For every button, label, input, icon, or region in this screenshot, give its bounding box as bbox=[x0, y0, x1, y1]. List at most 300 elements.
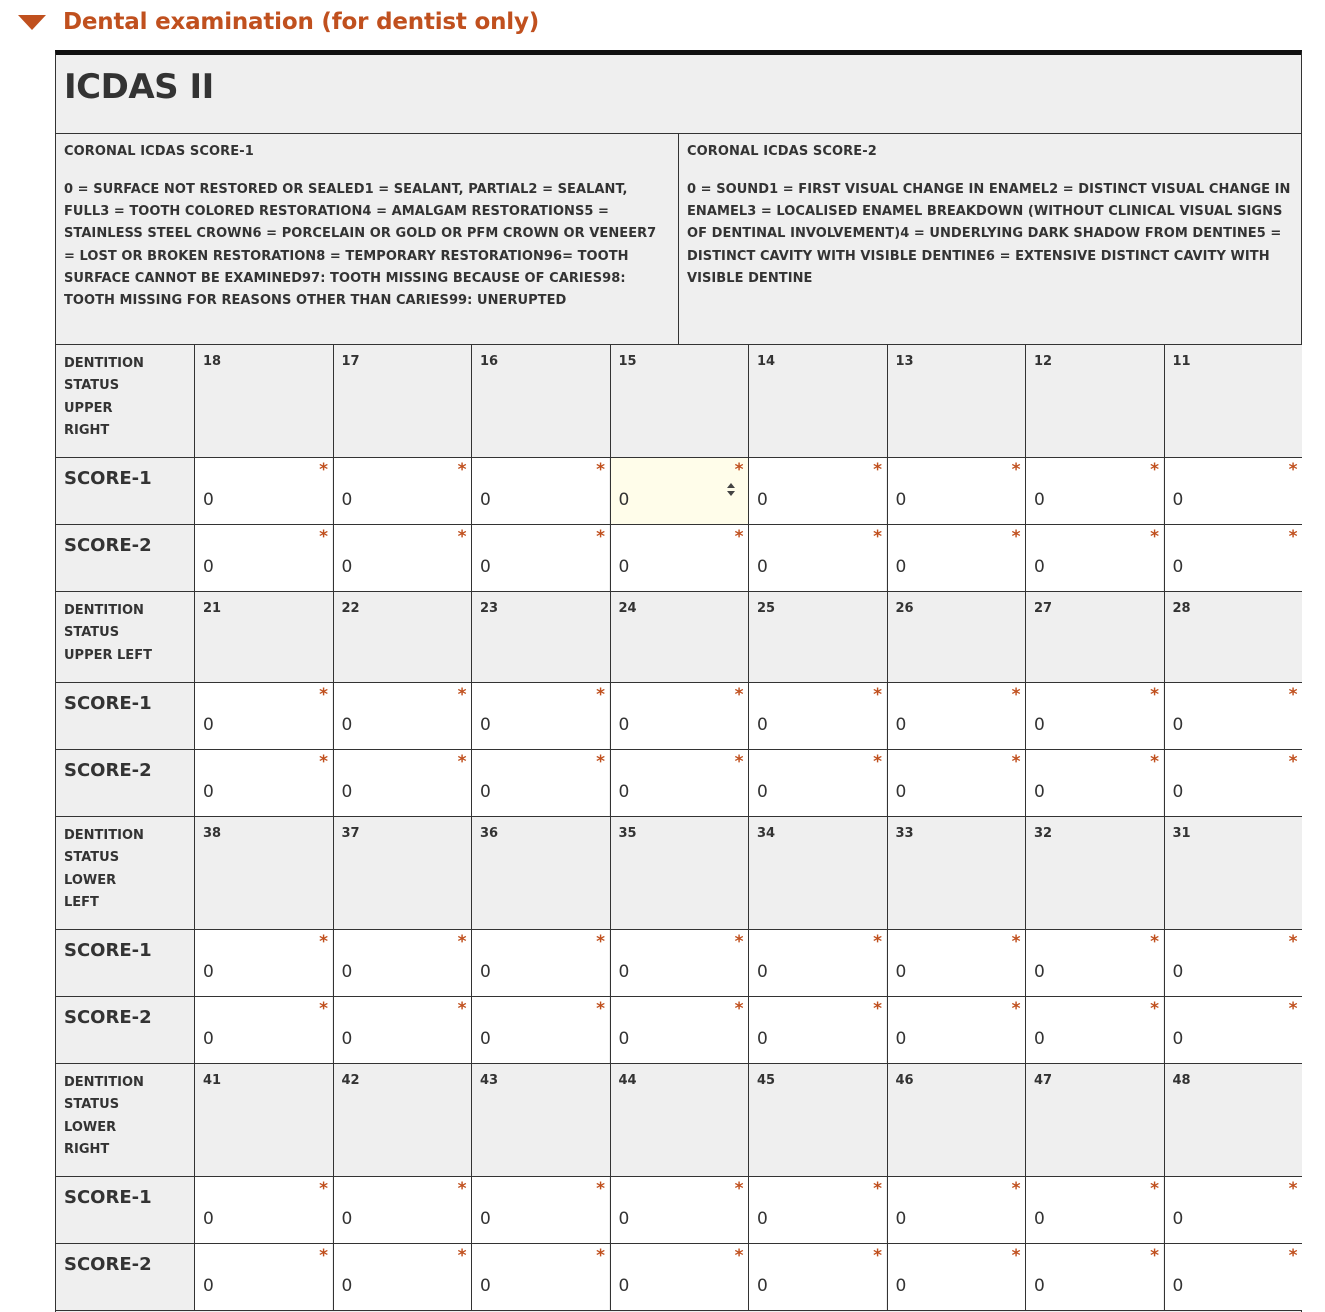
score-cell bbox=[748, 1244, 886, 1310]
score-cell bbox=[194, 683, 332, 749]
tooth-number: 41 bbox=[203, 1073, 222, 1088]
score-1-input[interactable] bbox=[749, 1177, 886, 1243]
quadrant-label-line: RIGHT bbox=[64, 1141, 110, 1157]
score-cell bbox=[748, 997, 886, 1063]
required-star: * bbox=[873, 685, 882, 705]
dentition-grid bbox=[56, 345, 1302, 1311]
score-cell bbox=[610, 458, 748, 524]
score-1-input[interactable] bbox=[334, 683, 471, 749]
required-star: * bbox=[1150, 932, 1159, 952]
required-star: * bbox=[1288, 932, 1298, 952]
score-cell bbox=[1025, 458, 1163, 524]
required-star: * bbox=[734, 1179, 744, 1199]
quadrant-label-line: STATUS bbox=[64, 1097, 120, 1113]
required-star: * bbox=[1150, 752, 1159, 772]
quadrant-label bbox=[64, 600, 184, 667]
score-1-input[interactable] bbox=[334, 930, 471, 996]
score-cell bbox=[471, 997, 609, 1063]
tooth-header-cell bbox=[1025, 817, 1163, 929]
score-1-input[interactable] bbox=[888, 683, 1025, 749]
score-1-input[interactable] bbox=[749, 683, 886, 749]
score-2-row bbox=[56, 997, 1302, 1064]
score-1-input[interactable] bbox=[1026, 1177, 1163, 1243]
quadrant-label-line: DENTITION bbox=[64, 603, 144, 618]
required-star: * bbox=[734, 752, 744, 772]
tooth-header-cell bbox=[471, 817, 609, 929]
tooth-header-cell bbox=[1164, 345, 1302, 457]
quadrant-label-line: DENTITION bbox=[64, 828, 144, 843]
required-star: * bbox=[596, 999, 605, 1019]
score-1-input[interactable] bbox=[749, 930, 886, 996]
quadrant-header-row bbox=[56, 592, 1302, 683]
score-cell bbox=[194, 458, 332, 524]
score-2-input[interactable] bbox=[888, 525, 1025, 591]
score-cell bbox=[194, 930, 332, 996]
tooth-header-cell bbox=[748, 817, 886, 929]
score-cell bbox=[1164, 683, 1302, 749]
score-2-input[interactable] bbox=[334, 750, 471, 816]
quadrant-label-line: STATUS bbox=[64, 850, 120, 866]
tooth-header-cell bbox=[610, 817, 748, 929]
required-star: * bbox=[457, 1246, 467, 1266]
section-title[interactable]: Dental examination (for dentist only) bbox=[63, 9, 540, 35]
required-star: * bbox=[319, 932, 328, 952]
score-2-input[interactable] bbox=[1026, 1244, 1163, 1310]
score-cell bbox=[1025, 750, 1163, 816]
score-1-input[interactable] bbox=[1165, 458, 1302, 524]
required-star: * bbox=[1288, 685, 1298, 705]
quadrant-label-line: DENTITION bbox=[64, 356, 144, 371]
required-star: * bbox=[596, 1179, 605, 1199]
required-star: * bbox=[319, 1246, 328, 1266]
score-2-input[interactable] bbox=[472, 750, 609, 816]
required-star: * bbox=[1011, 1246, 1021, 1266]
legend-score-1-title: CORONAL ICDAS SCORE-1 bbox=[64, 144, 254, 159]
score-cell bbox=[887, 458, 1025, 524]
required-star: * bbox=[1288, 527, 1298, 547]
tooth-header-cell bbox=[1164, 817, 1302, 929]
tooth-header-cell bbox=[333, 345, 471, 457]
score-1-input[interactable] bbox=[195, 930, 332, 996]
score-cell bbox=[748, 930, 886, 996]
score-2-input[interactable] bbox=[195, 997, 332, 1063]
score-label: SCORE-2 bbox=[64, 1007, 152, 1028]
tooth-header-cell bbox=[748, 592, 886, 682]
score-cell bbox=[333, 930, 471, 996]
tooth-header-cell bbox=[333, 1064, 471, 1176]
score-2-input[interactable] bbox=[195, 1244, 332, 1310]
score-label: SCORE-2 bbox=[64, 535, 152, 556]
score-cell bbox=[333, 750, 471, 816]
score-cell bbox=[471, 930, 609, 996]
spinner-icon[interactable] bbox=[724, 478, 738, 500]
score-cell bbox=[333, 683, 471, 749]
score-1-row bbox=[56, 930, 1302, 997]
tooth-header-cell bbox=[471, 1064, 609, 1176]
required-star: * bbox=[1011, 932, 1021, 952]
tooth-number: 23 bbox=[480, 601, 499, 616]
section-header[interactable] bbox=[0, 0, 1325, 50]
score-cell bbox=[194, 1244, 332, 1310]
tooth-number: 44 bbox=[618, 1073, 637, 1088]
tooth-number: 14 bbox=[757, 354, 776, 369]
score-cell bbox=[333, 458, 471, 524]
score-1-input[interactable] bbox=[888, 1177, 1025, 1243]
score-cell bbox=[471, 750, 609, 816]
quadrant-label-line: LOWER bbox=[64, 1119, 117, 1135]
score-cell bbox=[748, 683, 886, 749]
tooth-number: 25 bbox=[757, 601, 776, 616]
required-star: * bbox=[596, 1246, 605, 1266]
quadrant-header-row bbox=[56, 1064, 1302, 1177]
score-cell bbox=[1025, 525, 1163, 591]
score-cell bbox=[748, 1177, 886, 1243]
score-1-input[interactable] bbox=[1026, 683, 1163, 749]
required-star: * bbox=[1011, 685, 1021, 705]
score-1-input[interactable] bbox=[611, 683, 748, 749]
score-1-input[interactable] bbox=[472, 1177, 609, 1243]
quadrant-label-line: UPPER LEFT bbox=[64, 647, 152, 663]
tooth-number: 11 bbox=[1172, 354, 1191, 369]
tooth-header-cell bbox=[887, 817, 1025, 929]
score-cell bbox=[333, 525, 471, 591]
score-cell bbox=[887, 525, 1025, 591]
tooth-number: 37 bbox=[341, 826, 360, 841]
tooth-number: 22 bbox=[341, 601, 360, 616]
required-star: * bbox=[873, 527, 882, 547]
legend-score-2-text: 0 = SOUND1 = FIRST VISUAL CHANGE IN ENAMEL2 = DISTINCT VISUAL CHANGE IN ENAMEL3 = LOCALISED ENAMEL BREAKDOWN (WITHOUT CLINICAL VISUAL SIGNS OF DENTINAL INVOLVEMENT)4 = UNDERLYING DARK SHADOW FROM DENTINE5 = DISTINCT CAVITY WITH VISIBLE DENTINE6 = EXTENSIVE DISTINCT CAVITY WITH VISIBLE DENTINE bbox=[687, 182, 1291, 286]
score-cell bbox=[471, 525, 609, 591]
tooth-header-cell bbox=[471, 592, 609, 682]
score-2-input[interactable] bbox=[888, 750, 1025, 816]
score-cell bbox=[887, 1177, 1025, 1243]
score-2-row bbox=[56, 750, 1302, 817]
score-2-input[interactable] bbox=[611, 750, 748, 816]
tooth-header-cell bbox=[887, 345, 1025, 457]
score-2-input[interactable] bbox=[472, 525, 609, 591]
score-1-input[interactable] bbox=[472, 683, 609, 749]
tooth-header-cell bbox=[194, 345, 332, 457]
score-cell bbox=[1025, 1177, 1163, 1243]
required-star: * bbox=[319, 752, 328, 772]
score-2-input[interactable] bbox=[1026, 525, 1163, 591]
score-2-input[interactable] bbox=[611, 997, 748, 1063]
score-cell bbox=[748, 458, 886, 524]
score-1-input[interactable] bbox=[1165, 930, 1302, 996]
required-star: * bbox=[319, 460, 328, 480]
score-1-input[interactable] bbox=[1026, 458, 1163, 524]
score-2-input[interactable] bbox=[1165, 525, 1302, 591]
score-cell bbox=[610, 1177, 748, 1243]
score-cell bbox=[471, 1177, 609, 1243]
legend-score-1 bbox=[56, 133, 679, 345]
score-2-input[interactable] bbox=[611, 1244, 748, 1310]
score-2-row bbox=[56, 525, 1302, 592]
tooth-header-cell bbox=[194, 1064, 332, 1176]
required-star: * bbox=[596, 752, 605, 772]
score-1-input[interactable] bbox=[611, 930, 748, 996]
required-star: * bbox=[596, 527, 605, 547]
score-2-input[interactable] bbox=[195, 750, 332, 816]
score-1-input[interactable] bbox=[195, 683, 332, 749]
score-2-row bbox=[56, 1244, 1302, 1311]
tooth-header-cell bbox=[194, 592, 332, 682]
score-2-input[interactable] bbox=[472, 997, 609, 1063]
required-star: * bbox=[734, 999, 744, 1019]
score-cell bbox=[887, 997, 1025, 1063]
score-cell bbox=[748, 525, 886, 591]
tooth-number: 43 bbox=[480, 1073, 499, 1088]
score-2-input[interactable] bbox=[195, 525, 332, 591]
quadrant-label-line: UPPER bbox=[64, 400, 113, 416]
required-star: * bbox=[457, 932, 467, 952]
score-2-input[interactable] bbox=[749, 997, 886, 1063]
score-2-input[interactable] bbox=[1165, 1244, 1302, 1310]
quadrant-label bbox=[64, 353, 184, 442]
score-2-input[interactable] bbox=[1026, 750, 1163, 816]
score-1-input[interactable] bbox=[334, 458, 471, 524]
tooth-header-cell bbox=[1025, 592, 1163, 682]
required-star: * bbox=[1011, 752, 1021, 772]
tooth-number: 24 bbox=[618, 601, 637, 616]
score-cell bbox=[333, 1244, 471, 1310]
required-star: * bbox=[596, 685, 605, 705]
required-star: * bbox=[1288, 752, 1298, 772]
score-cell bbox=[1164, 525, 1302, 591]
score-1-row bbox=[56, 458, 1302, 525]
required-star: * bbox=[873, 460, 882, 480]
required-star: * bbox=[1150, 460, 1159, 480]
required-star: * bbox=[1150, 1246, 1159, 1266]
score-2-input[interactable] bbox=[888, 1244, 1025, 1310]
tooth-number: 42 bbox=[341, 1073, 360, 1088]
tooth-number: 36 bbox=[480, 826, 499, 841]
tooth-number: 18 bbox=[203, 354, 222, 369]
score-1-input[interactable] bbox=[888, 930, 1025, 996]
score-cell bbox=[610, 1244, 748, 1310]
score-2-input[interactable] bbox=[472, 1244, 609, 1310]
score-cell bbox=[1025, 683, 1163, 749]
score-label: SCORE-1 bbox=[64, 940, 152, 961]
tooth-number: 46 bbox=[895, 1073, 914, 1088]
tooth-header-cell bbox=[1025, 345, 1163, 457]
icdas-panel bbox=[55, 50, 1302, 1312]
score-1-input[interactable] bbox=[195, 1177, 332, 1243]
required-star: * bbox=[1011, 527, 1021, 547]
score-1-input[interactable] bbox=[472, 930, 609, 996]
tooth-number: 15 bbox=[618, 354, 637, 369]
score-cell bbox=[610, 683, 748, 749]
score-2-input[interactable] bbox=[334, 997, 471, 1063]
required-star: * bbox=[873, 1179, 882, 1199]
tooth-number: 28 bbox=[1172, 601, 1191, 616]
required-star: * bbox=[319, 527, 328, 547]
quadrant-label bbox=[64, 825, 184, 914]
required-star: * bbox=[1288, 1246, 1298, 1266]
score-2-input[interactable] bbox=[1165, 750, 1302, 816]
score-label: SCORE-2 bbox=[64, 1254, 152, 1275]
score-1-input[interactable] bbox=[195, 458, 332, 524]
score-1-input[interactable] bbox=[1026, 930, 1163, 996]
quadrant-label bbox=[64, 1072, 184, 1161]
tooth-header-cell bbox=[1164, 1064, 1302, 1176]
required-star: * bbox=[596, 460, 605, 480]
required-star: * bbox=[1011, 999, 1021, 1019]
tooth-number: 16 bbox=[480, 354, 499, 369]
tooth-number: 31 bbox=[1172, 826, 1191, 841]
tooth-number: 26 bbox=[895, 601, 914, 616]
required-star: * bbox=[457, 460, 467, 480]
score-2-input[interactable] bbox=[749, 1244, 886, 1310]
score-cell bbox=[1164, 750, 1302, 816]
score-cell bbox=[1164, 997, 1302, 1063]
score-1-input[interactable] bbox=[888, 458, 1025, 524]
score-cell bbox=[471, 1244, 609, 1310]
score-cell bbox=[1164, 1244, 1302, 1310]
score-2-input[interactable] bbox=[749, 750, 886, 816]
tooth-number: 27 bbox=[1034, 601, 1053, 616]
tooth-number: 12 bbox=[1034, 354, 1053, 369]
score-2-input[interactable] bbox=[749, 525, 886, 591]
score-1-input[interactable] bbox=[1165, 683, 1302, 749]
required-star: * bbox=[457, 685, 467, 705]
required-star: * bbox=[1288, 999, 1298, 1019]
tooth-header-cell bbox=[748, 345, 886, 457]
required-star: * bbox=[873, 752, 882, 772]
tooth-number: 34 bbox=[757, 826, 776, 841]
tooth-header-cell bbox=[194, 817, 332, 929]
legend-score-2-title: CORONAL ICDAS SCORE-2 bbox=[687, 144, 877, 159]
quadrant-label-line: STATUS bbox=[64, 625, 120, 641]
score-1-row bbox=[56, 1177, 1302, 1244]
score-cell bbox=[610, 997, 748, 1063]
score-cell bbox=[610, 750, 748, 816]
required-star: * bbox=[457, 1179, 467, 1199]
tooth-header-cell bbox=[1025, 1064, 1163, 1176]
score-cell bbox=[333, 997, 471, 1063]
caret-down-icon[interactable] bbox=[18, 15, 46, 30]
score-1-input[interactable] bbox=[1165, 1177, 1302, 1243]
score-cell bbox=[194, 750, 332, 816]
score-1-input[interactable] bbox=[611, 1177, 748, 1243]
score-2-input[interactable] bbox=[334, 525, 471, 591]
quadrant-label-line: LOWER bbox=[64, 872, 117, 888]
required-star: * bbox=[734, 1246, 744, 1266]
tooth-number: 47 bbox=[1034, 1073, 1053, 1088]
required-star: * bbox=[457, 527, 467, 547]
score-cell bbox=[887, 930, 1025, 996]
tooth-number: 17 bbox=[341, 354, 360, 369]
tooth-number: 21 bbox=[203, 601, 222, 616]
tooth-number: 48 bbox=[1172, 1073, 1191, 1088]
tooth-header-cell bbox=[471, 345, 609, 457]
required-star: * bbox=[319, 685, 328, 705]
score-cell bbox=[471, 683, 609, 749]
score-2-input[interactable] bbox=[334, 1244, 471, 1310]
score-2-input[interactable] bbox=[1026, 997, 1163, 1063]
score-cell bbox=[887, 683, 1025, 749]
tooth-header-cell bbox=[748, 1064, 886, 1176]
required-star: * bbox=[734, 932, 744, 952]
score-1-input[interactable] bbox=[749, 458, 886, 524]
score-1-input[interactable] bbox=[472, 458, 609, 524]
tooth-number: 33 bbox=[895, 826, 914, 841]
score-2-input[interactable] bbox=[888, 997, 1025, 1063]
required-star: * bbox=[596, 932, 605, 952]
required-star: * bbox=[1288, 1179, 1298, 1199]
required-star: * bbox=[1150, 999, 1159, 1019]
required-star: * bbox=[319, 999, 328, 1019]
score-2-input[interactable] bbox=[1165, 997, 1302, 1063]
quadrant-header-row bbox=[56, 817, 1302, 930]
score-2-input[interactable] bbox=[611, 525, 748, 591]
required-star: * bbox=[734, 460, 744, 480]
tooth-header-cell bbox=[887, 1064, 1025, 1176]
tooth-number: 35 bbox=[618, 826, 637, 841]
required-star: * bbox=[873, 999, 882, 1019]
required-star: * bbox=[1150, 527, 1159, 547]
required-star: * bbox=[1011, 1179, 1021, 1199]
tooth-number: 38 bbox=[203, 826, 222, 841]
required-star: * bbox=[1011, 460, 1021, 480]
tooth-number: 32 bbox=[1034, 826, 1053, 841]
required-star: * bbox=[1150, 685, 1159, 705]
score-cell bbox=[748, 750, 886, 816]
score-cell bbox=[610, 930, 748, 996]
score-cell bbox=[194, 997, 332, 1063]
tooth-header-cell bbox=[610, 592, 748, 682]
spinner-up-icon[interactable] bbox=[727, 483, 735, 488]
tooth-header-cell bbox=[610, 345, 748, 457]
tooth-header-cell bbox=[333, 592, 471, 682]
tooth-number: 45 bbox=[757, 1073, 776, 1088]
tooth-header-cell bbox=[1164, 592, 1302, 682]
quadrant-label-line: DENTITION bbox=[64, 1075, 144, 1090]
score-cell bbox=[887, 1244, 1025, 1310]
panel-title: ICDAS II bbox=[64, 67, 214, 107]
tooth-header-cell bbox=[610, 1064, 748, 1176]
required-star: * bbox=[1288, 460, 1298, 480]
score-cell bbox=[194, 1177, 332, 1243]
required-star: * bbox=[457, 752, 467, 772]
required-star: * bbox=[1150, 1179, 1159, 1199]
required-star: * bbox=[734, 685, 744, 705]
score-cell bbox=[1025, 930, 1163, 996]
score-cell bbox=[1025, 997, 1163, 1063]
score-cell bbox=[333, 1177, 471, 1243]
required-star: * bbox=[457, 999, 467, 1019]
score-label: SCORE-2 bbox=[64, 760, 152, 781]
score-cell bbox=[1164, 458, 1302, 524]
score-cell bbox=[471, 458, 609, 524]
required-star: * bbox=[734, 527, 744, 547]
legend-score-1-text: 0 = SURFACE NOT RESTORED OR SEALED1 = SEALANT, PARTIAL2 = SEALANT, FULL3 = TOOTH COLORED RESTORATION4 = AMALGAM RESTORATIONS5 = STAINLESS STEEL CROWN6 = PORCELAIN OR GOLD OR PFM CROWN OR VENEER7 = LOST OR BROKEN RESTORATION8 = TEMPORARY RESTORATION96= TOOTH SURFACE CANNOT BE EXAMINED97: TOOTH MISSING BECAUSE OF CARIES98: TOOTH MISSING FOR REASONS OTHER THAN CARIES99: UNERUPTED bbox=[64, 182, 657, 309]
quadrant-label-line: STATUS bbox=[64, 378, 120, 394]
quadrant-label-line: RIGHT bbox=[64, 422, 110, 438]
score-cell bbox=[887, 750, 1025, 816]
score-cell bbox=[1025, 1244, 1163, 1310]
score-1-input[interactable] bbox=[334, 1177, 471, 1243]
score-cell bbox=[610, 525, 748, 591]
quadrant-header-row bbox=[56, 345, 1302, 458]
spinner-down-icon[interactable] bbox=[727, 491, 735, 496]
tooth-number: 13 bbox=[895, 354, 914, 369]
required-star: * bbox=[873, 1246, 882, 1266]
score-label: SCORE-1 bbox=[64, 468, 152, 489]
score-label: SCORE-1 bbox=[64, 1187, 152, 1208]
score-cell bbox=[1164, 1177, 1302, 1243]
score-cell bbox=[1164, 930, 1302, 996]
